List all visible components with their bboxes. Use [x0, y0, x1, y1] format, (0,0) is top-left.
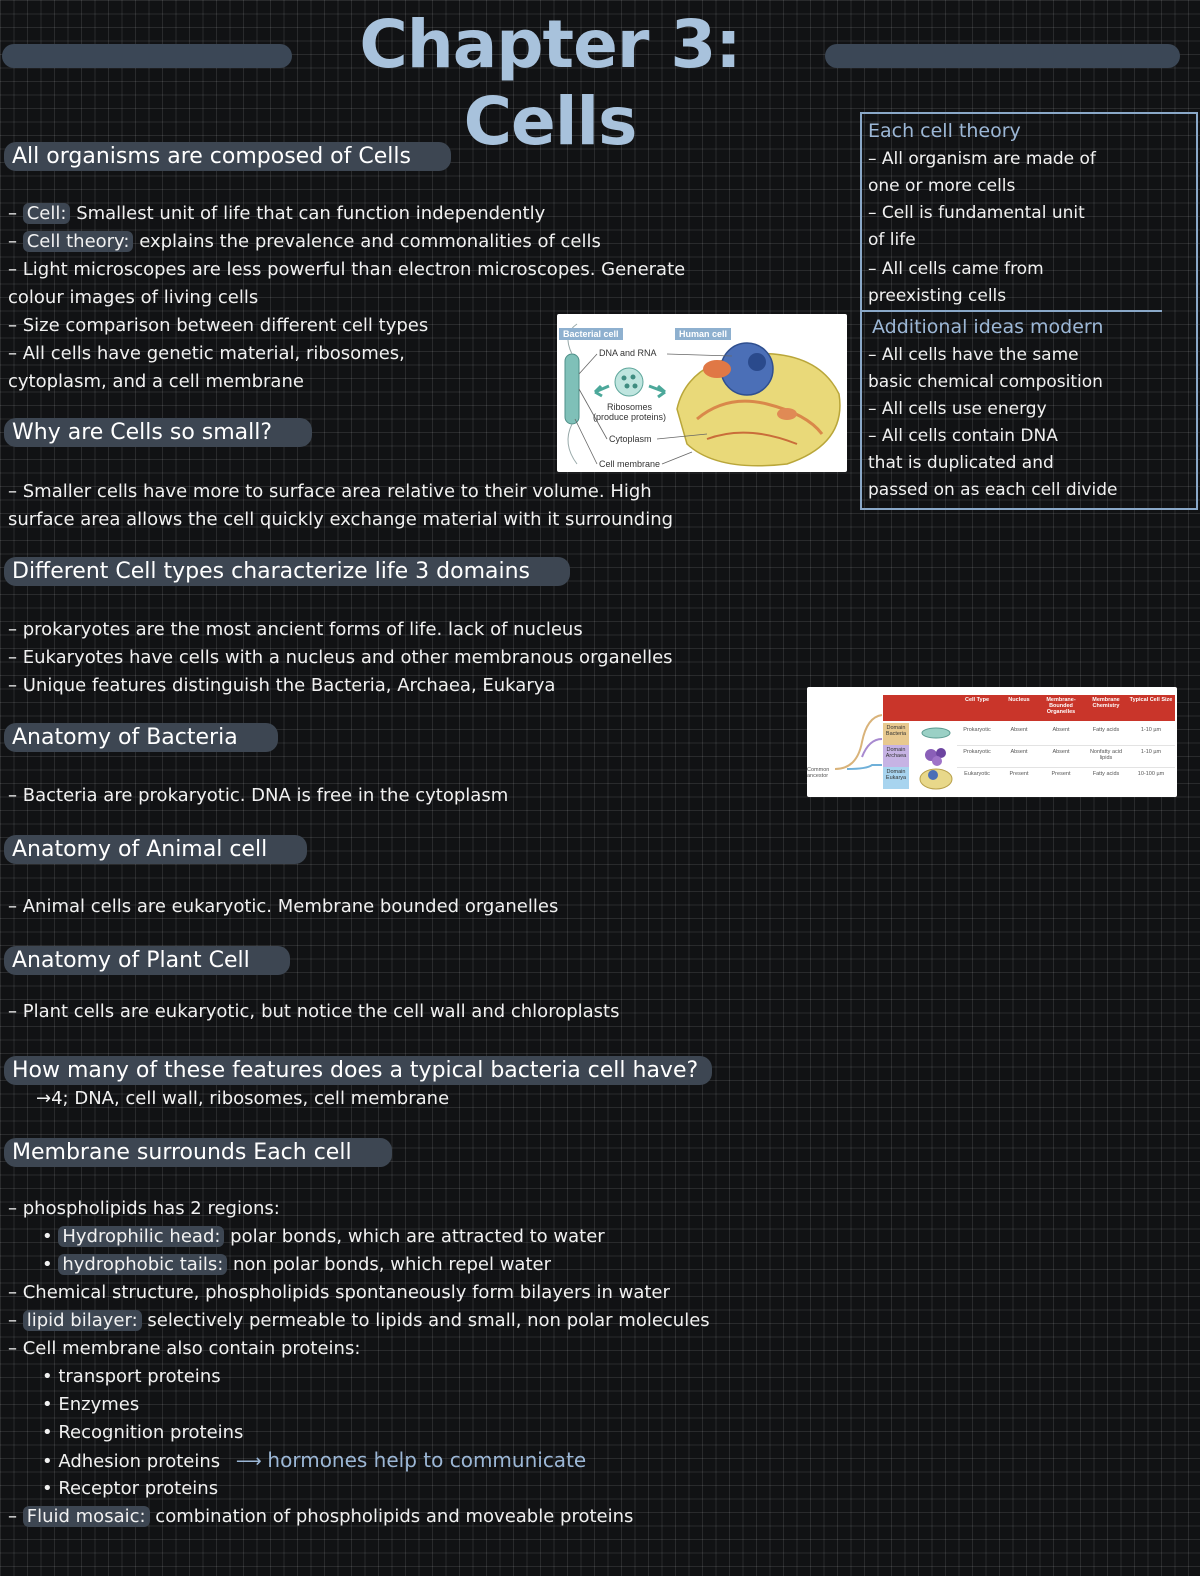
line-all-cells-cont: cytoplasm, and a cell membrane	[8, 371, 304, 392]
domain-cell-icons	[911, 687, 961, 797]
heading-anatomy-bacteria: Anatomy of Bacteria	[4, 723, 278, 752]
term-hydrophilic: Hydrophilic head:	[58, 1226, 224, 1247]
text-hydrophilic: polar bonds, which are attracted to water	[230, 1226, 605, 1247]
arrow-icon: ⟶	[235, 1451, 262, 1472]
ribosomes-circle	[615, 368, 643, 396]
bullet-enzymes: • Enzymes	[42, 1394, 140, 1415]
table-cell: Absent	[1052, 749, 1070, 755]
line-cell-def: – Cell: Smallest unit of life that can function independently	[8, 203, 546, 224]
page-title: Chapter 3: Cells	[359, 6, 741, 160]
label-common-ancestor: Common ancestor	[807, 767, 830, 779]
table-domain-label: Domain Eukarya	[885, 769, 907, 781]
line-microscopes-cont: colour images of living cells	[8, 287, 259, 308]
text-transport: transport proteins	[58, 1366, 221, 1387]
table-cell: 10-100 µm	[1137, 771, 1165, 777]
bullet-recognition: • Recognition proteins	[42, 1422, 244, 1443]
text-hydrophobic: non polar bonds, which repel water	[233, 1254, 551, 1275]
term-lipid-bilayer: lipid bilayer:	[23, 1310, 142, 1331]
box-line-4b: basic chemical composition	[868, 372, 1103, 392]
text-fluid-mosaic: combination of phospholipids and moveable proteins	[155, 1506, 634, 1527]
line-fluid-mosaic: – Fluid mosaic: combination of phospholipids and moveable proteins	[8, 1506, 634, 1527]
term-fluid-mosaic: Fluid mosaic:	[23, 1506, 150, 1527]
heading-membrane: Membrane surrounds Each cell	[4, 1138, 392, 1167]
tab-human-cell: Human cell	[675, 328, 731, 340]
box-line-3: – All cells came from	[868, 259, 1044, 279]
title-bar-left	[2, 44, 292, 68]
text-animal: Animal cells are eukaryotic. Membrane bounded organelles	[22, 896, 559, 917]
line-animal: – Animal cells are eukaryotic. Membrane bounded organelles	[8, 896, 559, 917]
text-hormones-note: hormones help to communicate	[267, 1448, 587, 1472]
label-cytoplasm: Cytoplasm	[609, 434, 652, 444]
box-text-1a: All organism are made of	[881, 149, 1096, 169]
line-membrane-proteins: – Cell membrane also contain proteins:	[8, 1338, 361, 1359]
text-bacteria: Bacteria are prokaryotic. DNA is free in the cytoplasm	[22, 785, 509, 806]
line-hydrophobic: • hydrophobic tails: non polar bonds, which repel water	[42, 1254, 551, 1275]
line-hydrophilic: • Hydrophilic head: polar bonds, which are attracted to water	[42, 1226, 605, 1247]
term-cell-theory: Cell theory:	[23, 231, 134, 252]
table-header-cell: Membrane Chemistry	[1092, 697, 1120, 709]
box-line-6b: that is duplicated and	[868, 453, 1054, 473]
text-adhesion: Adhesion proteins	[58, 1451, 221, 1472]
box-line-6c: passed on as each cell divide	[868, 480, 1118, 500]
line-cell-theory: – Cell theory: explains the prevalence and commonalities of cells	[8, 231, 601, 252]
row-divider-2	[957, 767, 1175, 768]
text-receptor: Receptor proteins	[58, 1478, 219, 1499]
line-chemical-structure: – Chemical structure, phospholipids spontaneously form bilayers in water	[8, 1282, 670, 1303]
table-cell: Absent	[1052, 727, 1070, 733]
table-header-cell: Typical Cell Size	[1129, 697, 1173, 703]
box-line-4: – All cells have the same	[868, 345, 1079, 365]
bacterial-cell-shape	[565, 354, 579, 424]
table-cell: 1-10 µm	[1140, 749, 1162, 755]
bullet-receptor: • Receptor proteins	[42, 1478, 219, 1499]
text-prokaryotes: prokaryotes are the most ancient forms of life. lack of nucleus	[22, 619, 583, 640]
line-bacteria: – Bacteria are prokaryotic. DNA is free in the cytoplasm	[8, 785, 509, 806]
table-cell: Nonfatty acid lipids	[1089, 749, 1123, 761]
box-text-4a: All cells have the same	[881, 345, 1079, 365]
box-line-2: – Cell is fundamental unit	[868, 203, 1085, 223]
label-ribosomes-sub: (produce proteins)	[593, 412, 667, 422]
tab-bacterial-cell: Bacterial cell	[559, 328, 623, 340]
box-text-3a: All cells came from	[881, 259, 1044, 279]
box-line-6: – All cells contain DNA	[868, 426, 1058, 446]
box-line-5: – All cells use energy	[868, 399, 1047, 419]
bullet-transport: • transport proteins	[42, 1366, 221, 1387]
text-chemical-structure: Chemical structure, phospholipids spontaneously form bilayers in water	[22, 1282, 670, 1303]
box-heading-modern: Additional ideas modern	[872, 316, 1104, 338]
text-smaller-cells: Smaller cells have more to surface area relative to their volume. High	[22, 481, 652, 502]
table-header-cell: Membrane-Bounded Organelles	[1046, 697, 1076, 715]
text-unique-features: Unique features distinguish the Bacteria, Archaea, Eukarya	[22, 675, 556, 696]
line-prokaryotes: – prokaryotes are the most ancient forms of life. lack of nucleus	[8, 619, 583, 640]
heading-cell-types: Different Cell types characterize life 3 domains	[4, 557, 570, 586]
table-cell: Present	[1009, 771, 1029, 777]
box-text-2a: Cell is fundamental unit	[881, 203, 1085, 223]
line-smaller-cells-cont: surface area allows the cell quickly exchange material with it surrounding	[8, 509, 674, 530]
box-line-1: – All organism are made of	[868, 149, 1096, 169]
box-divider	[862, 310, 1162, 312]
box-text-5: All cells use energy	[881, 399, 1047, 419]
text-cell-theory: explains the prevalence and commonalities of cells	[139, 231, 601, 252]
box-text-6a: All cells contain DNA	[881, 426, 1058, 446]
row-divider-1	[957, 745, 1175, 746]
label-ribosomes: Ribosomes	[607, 402, 653, 412]
cell-comparison-figure	[557, 314, 847, 472]
domains-table-figure	[807, 687, 1177, 797]
text-recognition: Recognition proteins	[58, 1422, 244, 1443]
text-lipid-bilayer: selectively permeable to lipids and small, non polar molecules	[147, 1310, 710, 1331]
text-all-cells: All cells have genetic material, ribosomes,	[22, 343, 405, 364]
text-microscopes: Light microscopes are less powerful than electron microscopes. Generate	[22, 259, 686, 280]
table-header-cell: Cell Type	[964, 697, 990, 703]
table-cell: Eukaryotic	[964, 771, 990, 777]
text-enzymes: Enzymes	[58, 1394, 140, 1415]
line-smaller-cells: – Smaller cells have more to surface area relative to their volume. High	[8, 481, 652, 502]
table-cell: Present	[1051, 771, 1071, 777]
line-plant: – Plant cells are eukaryotic, but notice the cell wall and chloroplasts	[8, 1001, 620, 1022]
text-size-comparison: Size comparison between different cell types	[22, 315, 429, 336]
line-size-comparison: – Size comparison between different cell types	[8, 315, 429, 336]
text-membrane-proteins: Cell membrane also contain proteins:	[22, 1338, 361, 1359]
bullet-adhesion: • Adhesion proteins ⟶ hormones help to communicate	[42, 1448, 587, 1472]
table-domain-label: Domain Bacteria	[885, 725, 907, 737]
title-bar-right	[825, 44, 1180, 68]
line-eukaryotes: – Eukaryotes have cells with a nucleus and other membranous organelles	[8, 647, 673, 668]
text-plant-a: Plant cells are eukaryotic,	[22, 1001, 256, 1022]
text-plant-b: but notice the cell wall and chloroplasts	[261, 1001, 620, 1022]
heading-anatomy-plant: Anatomy of Plant Cell	[4, 946, 290, 975]
box-line-1b: one or more cells	[868, 176, 1016, 196]
line-all-cells: – All cells have genetic material, ribosomes,	[8, 343, 405, 364]
table-header-cell: Nucleus	[1008, 697, 1030, 703]
line-unique-features: – Unique features distinguish the Bacteria, Archaea, Eukarya	[8, 675, 556, 696]
label-cell-membrane: Cell membrane	[599, 459, 661, 469]
label-dna-rna: DNA and RNA	[599, 348, 657, 358]
text-eukaryotes: Eukaryotes have cells with a nucleus and other membranous organelles	[22, 647, 673, 668]
text-cell: Smallest unit of life that can function independently	[76, 203, 546, 224]
heading-all-organisms: All organisms are composed of Cells	[4, 142, 451, 171]
line-lipid-bilayer: – lipid bilayer: selectively permeable to lipids and small, non polar molecules	[8, 1310, 710, 1331]
table-cell: 1-10 µm	[1140, 727, 1162, 733]
box-line-3b: preexisting cells	[868, 286, 1007, 306]
term-cell: Cell:	[23, 203, 71, 224]
table-cell: Prokaryotic	[963, 727, 991, 733]
heading-how-many: How many of these features does a typical bacteria cell have?	[4, 1056, 712, 1085]
line-microscopes: – Light microscopes are less powerful than electron microscopes. Generate	[8, 259, 686, 280]
box-heading-theory: Each cell theory	[868, 120, 1021, 142]
box-line-2b: of life	[868, 230, 916, 250]
table-cell: Prokaryotic	[963, 749, 991, 755]
table-cell: Fatty acids	[1092, 727, 1120, 733]
text-phospholipids: phospholipids has 2 regions:	[22, 1198, 280, 1219]
cell-theory-box	[860, 112, 1198, 510]
line-answer: →4; DNA, cell wall, ribosomes, cell membrane	[36, 1088, 450, 1109]
text-answer: 4; DNA, cell wall, ribosomes, cell membrane	[51, 1088, 450, 1109]
table-cell: Fatty acids	[1092, 771, 1120, 777]
table-domain-label: Domain Archaea	[885, 747, 907, 759]
table-cell: Absent	[1010, 749, 1028, 755]
line-phospholipids: – phospholipids has 2 regions:	[8, 1198, 280, 1219]
heading-why-small: Why are Cells so small?	[4, 418, 312, 447]
table-cell: Absent	[1010, 727, 1028, 733]
term-hydrophobic: hydrophobic tails:	[58, 1254, 227, 1275]
heading-anatomy-animal: Anatomy of Animal cell	[4, 835, 307, 864]
